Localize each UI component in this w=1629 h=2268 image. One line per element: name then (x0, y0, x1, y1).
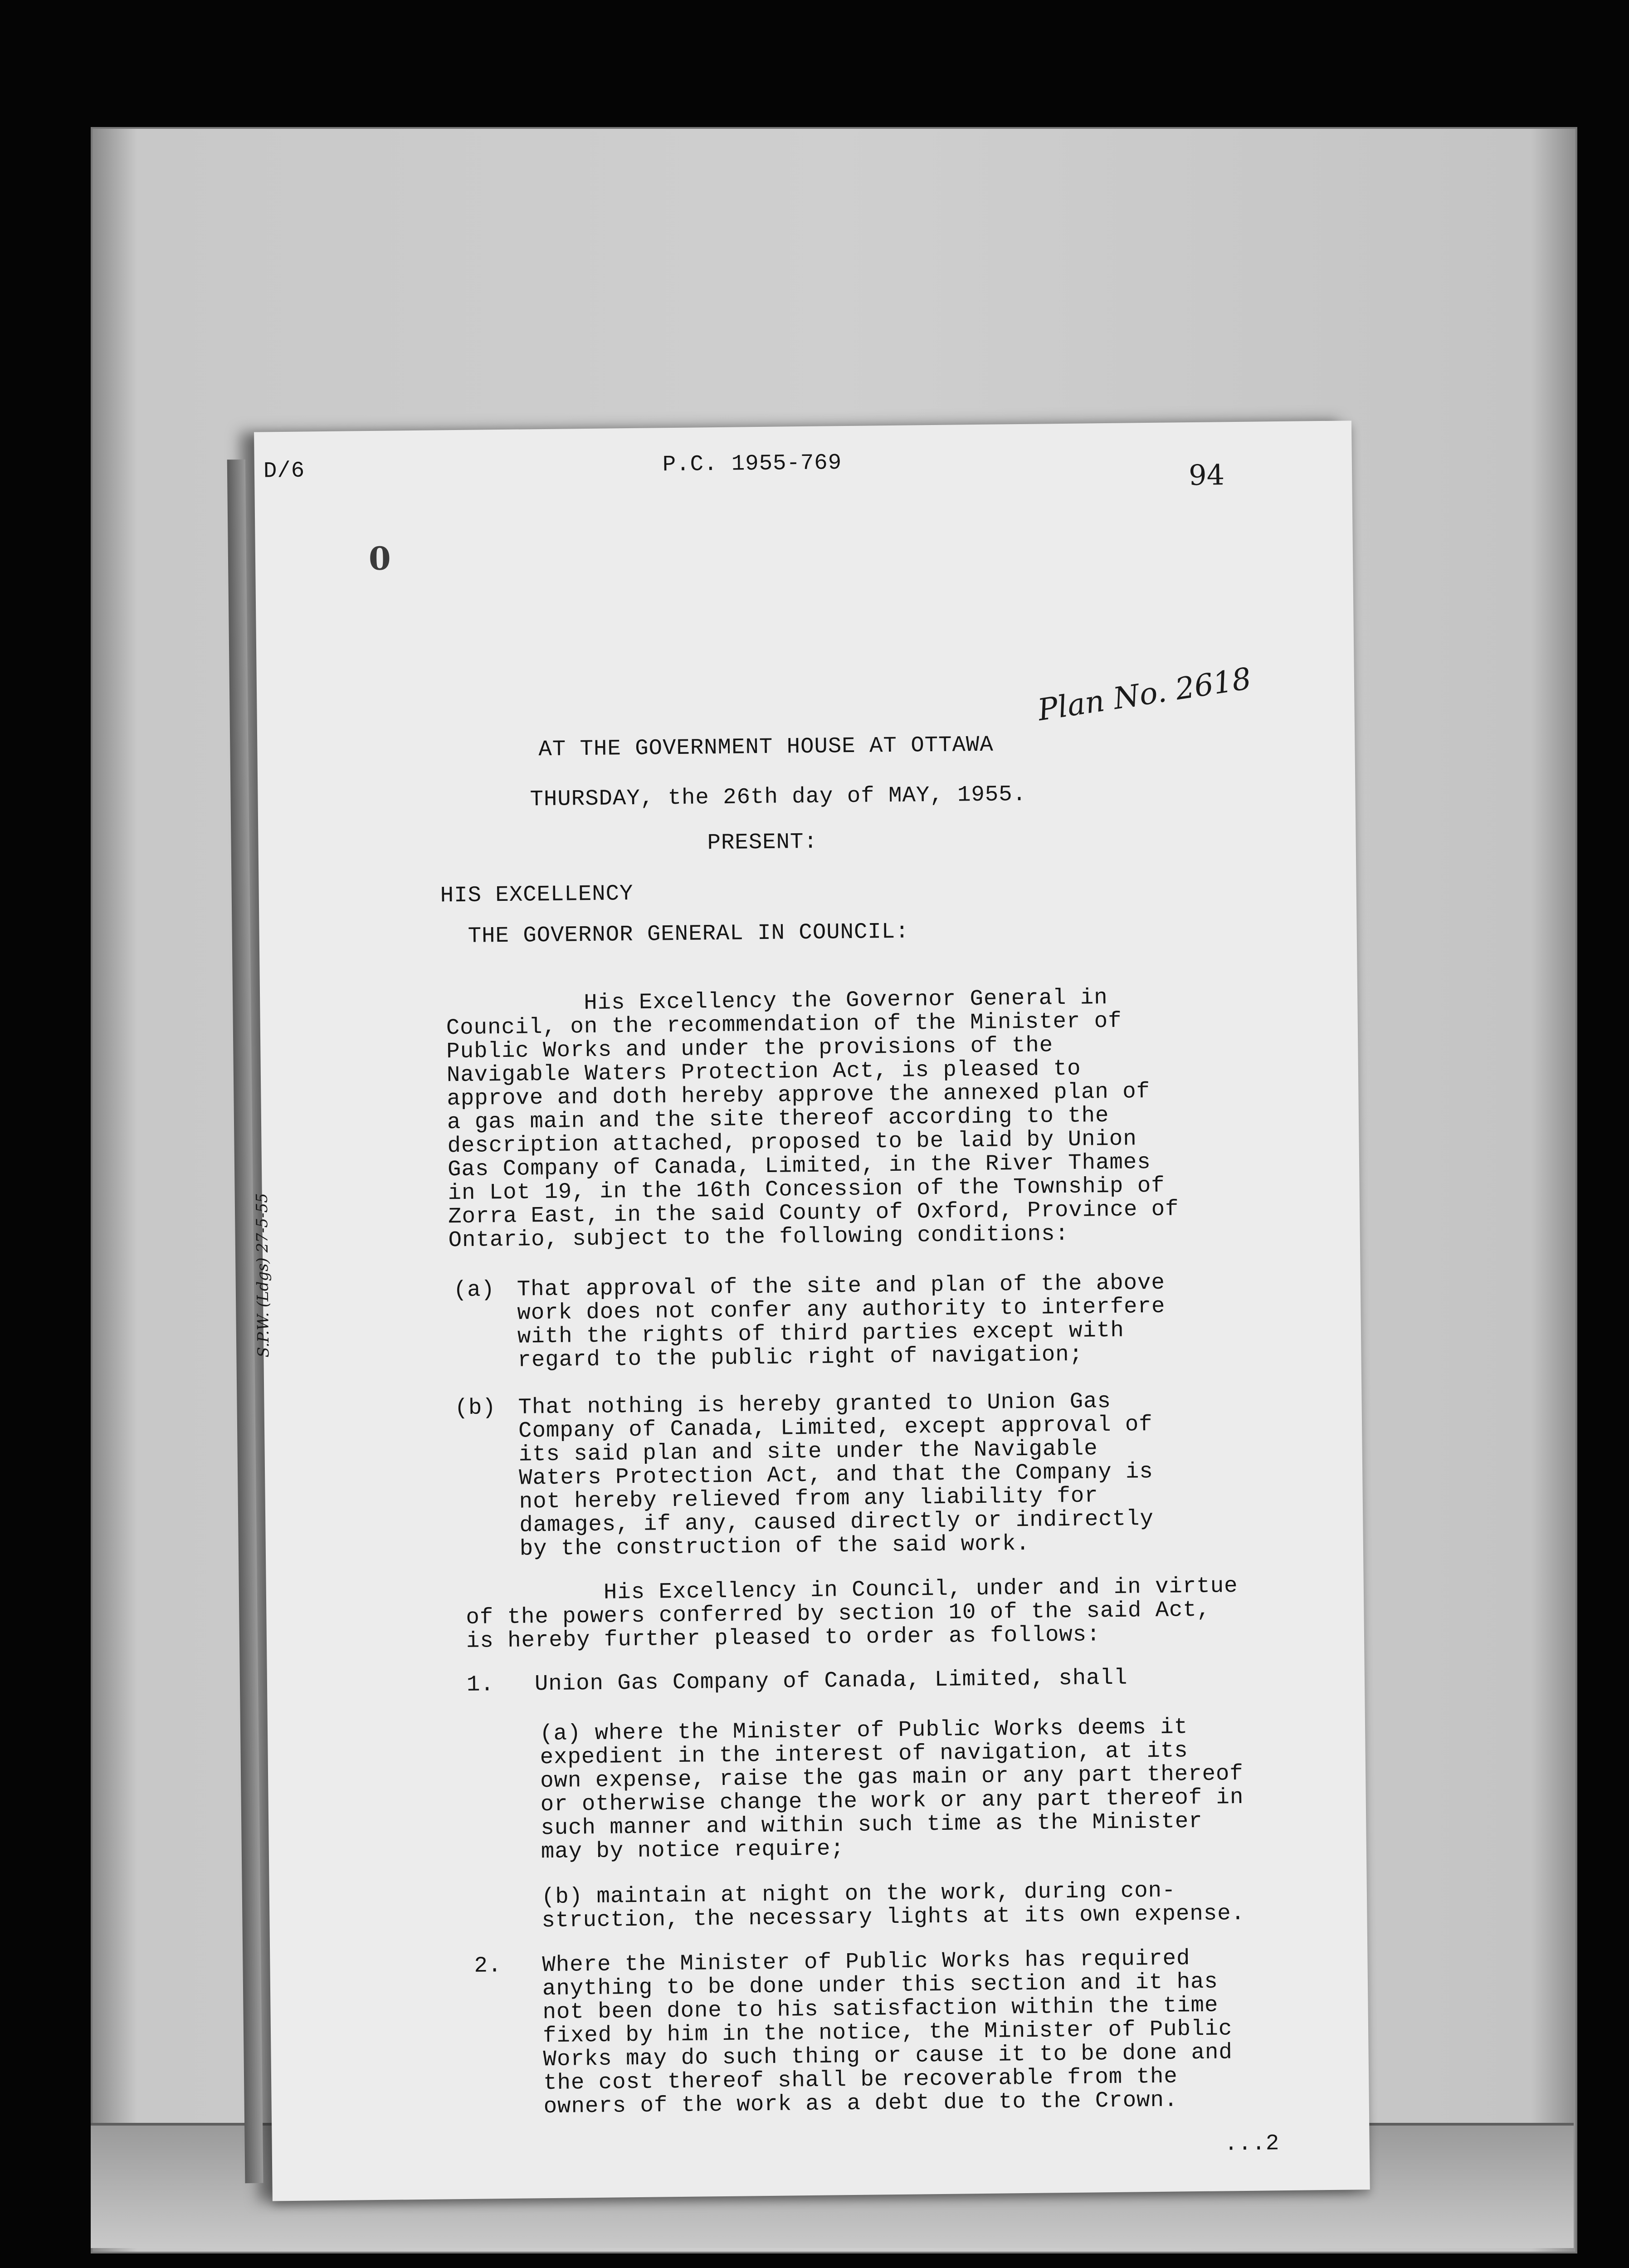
intro-paragraph: His Excellency the Governor General in Council, on the recommendation of the Minister of Public Works and under the provisions of the Navigable Waters Protection Act, is pleased to approve and doth hereby approve the annexed plan of a gas main and the site thereof according to the description attached, proposed to be laid by Union Gas Company of Canada, Limited, in the River Thames in Lot 19, in the 16th Concession of the Township of Zorra East, in the said County of Oxford, Province of Ontario, subject to the following conditions: (446, 985, 1179, 1253)
item-2-label: 2. (474, 1953, 502, 1979)
condition-b-label: (b) (454, 1395, 497, 1421)
item-1b-text: (b) maintain at night on the work, during con- struction, the necessary lights at its own expense. (541, 1877, 1245, 1934)
his-excellency-heading: HIS EXCELLENCY (440, 880, 634, 909)
punch-mark: 0 (368, 539, 391, 578)
present-heading: PRESENT: (707, 829, 818, 856)
item-1-text: Union Gas Company of Canada, Limited, shall (534, 1665, 1128, 1697)
handwritten-plan-note: Plan No. 2618 (1035, 661, 1253, 728)
further-paragraph: His Excellency in Council, under and in virtue of the powers conferred by section 10 of the said Act, is hereby further pleased to order as follows: (465, 1573, 1238, 1654)
continuation-marker: ...2 (1224, 2131, 1280, 2157)
item-1a-text: (a) where the Minister of Public Works deems it expedient in the interest of navigation, at its own expense, raise the gas main or any part thereof or otherwise change the work or any part thereof in such manner and within such time as the Minister may by notice require; (539, 1714, 1244, 1865)
file-reference: D/6 (263, 458, 305, 484)
margin-note: S.P.W. (Ldgs) 27-5-55 (253, 1193, 273, 1358)
header-location: AT THE GOVERNMENT HOUSE AT OTTAWA (538, 732, 994, 763)
governor-general-heading: THE GOVERNOR GENERAL IN COUNCIL: (468, 919, 909, 949)
document-page (254, 420, 1370, 2201)
page-number: 94 (1188, 458, 1225, 492)
condition-b-text: That nothing is hereby granted to Union Gas Company of Canada, Limited, except approval of its said plan and site under the Navigable Waters Protection Act, and that the Company is not hereby relieved from any liability for damages, if any, caused directly or indirectly by the construction of the said work. (518, 1388, 1154, 1562)
order-number: P.C. 1955-769 (662, 450, 842, 478)
item-2-text: Where the Minister of Public Works has required anything to be done under this section and it has not been done to his satisfaction within the time fixed by him in the notice, the Minister of Public Works may do such thing or cause it to be done and the cost thereof shall be recoverable from the owners of the work as a debt due to the Crown. (542, 1945, 1233, 2120)
header-date: THURSDAY, the 26th day of MAY, 1955. (530, 781, 1027, 812)
condition-a-text: That approval of the site and plan of the above work does not confer any authority to interfere with the rights of third parties except with regard to the public right of navigation; (517, 1270, 1166, 1373)
item-1-label: 1. (466, 1672, 495, 1697)
condition-a-label: (a) (453, 1277, 495, 1303)
